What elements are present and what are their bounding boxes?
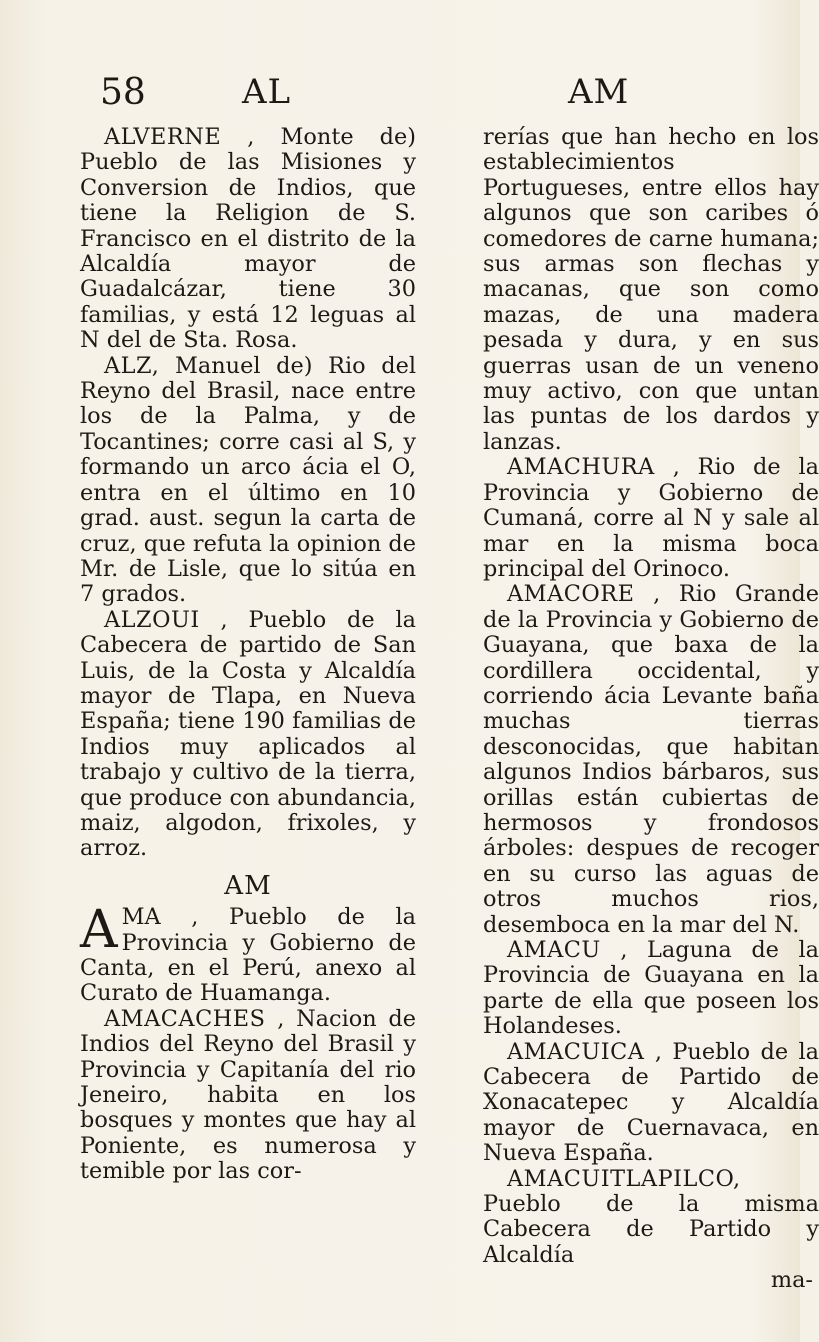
entry-amacu bbox=[483, 938, 819, 1040]
entry-headword: ALVERNE bbox=[104, 124, 222, 150]
entry-text: , Laguna de la Provincia de Guayana en la parte de ella que poseen los Holandeses. bbox=[483, 937, 819, 1040]
entry-ama bbox=[80, 900, 416, 1007]
entry-headword: AMACHURA bbox=[507, 454, 655, 481]
entry-text: rerías que han hecho en los establecimientos Portugueses, entre ellos hay algunos que son caribes ó comedores de carne humana; sus armas son flechas y macanas, que son como mazas, de una madera pesada y dura, y en sus guerras usan de un veneno muy activo, con que untan las puntas de los dardos y lanzas. bbox=[483, 124, 819, 455]
running-head-left: AL bbox=[242, 72, 292, 112]
entry-headword: ALZ, bbox=[104, 352, 160, 379]
page-number: 58 bbox=[100, 72, 146, 113]
entry-alzoui bbox=[80, 608, 416, 862]
entry-text: Pueblo de la misma Cabecera de Partido y Alcaldía bbox=[483, 1191, 819, 1268]
entry-text: , Nacion de Indios del Reyno del Brasil y Provincia y Capitanía del rio Jeneiro, habita en los bosques y montes que hay al Poniente, es numerosa y temible por las cor- bbox=[80, 1005, 416, 1185]
section-heading: AM bbox=[224, 870, 272, 901]
page-header bbox=[0, 72, 800, 120]
drop-cap: A bbox=[80, 900, 118, 961]
entry-amacuitlapilco bbox=[483, 1167, 819, 1269]
entry-amacaches bbox=[80, 1007, 416, 1185]
entry-alz bbox=[80, 354, 416, 608]
entry-amachura bbox=[483, 455, 819, 582]
entry-headword: AMACACHES bbox=[104, 1005, 266, 1032]
entry-text: , Monte de) Pueblo de las Misiones y Conversion de Indios, que tiene la Religion de S. Francisco en el distrito de la Alcaldía mayor de Guadalcázar, tiene 30 familias, y está 12 leguas al N del de Sta. Rosa. bbox=[80, 124, 416, 354]
entry-text: Manuel de) Rio del Reyno del Brasil, nace entre los de la Palma, y de Tocantines; corre casi al S, y formando un arco ácia el O, entra en el último en 10 grad. aust. segun la carta de cruz, que refuta la opinion de Mr. de Lisle, que lo sitúa en 7 grados. bbox=[80, 352, 416, 608]
entry-headword: AMACUICA bbox=[507, 1038, 645, 1065]
entry-alverne bbox=[80, 125, 416, 354]
catchword: ma- bbox=[770, 1267, 813, 1294]
entry-amacuica bbox=[483, 1040, 819, 1167]
entry-headword: AMACUITLAPILCO, bbox=[507, 1165, 741, 1192]
left-column bbox=[80, 125, 416, 1185]
entry-text: , Pueblo de la Provincia y Gobierno de Canta, en el Perú, anexo al Curato de Huamanga. bbox=[80, 904, 416, 1007]
right-column bbox=[483, 125, 819, 1294]
entry-text: , Rio Grande de la Provincia y Gobierno de Guayana, que baxa de la cordillera occidental, y corriendo ácia Levante baña muchas tierras desconocidas, que habitan algunos Indios bárbaros, sus orillas están cubiertas de hermosos y frondosos árboles: despues de recoger en su curso las aguas de otros muchos rios, desemboca en la mar del N. bbox=[483, 581, 819, 938]
running-head-right: AM bbox=[568, 72, 630, 112]
entry-text: , Pueblo de la Cabecera de Partido de Xonacatepec y Alcaldía mayor de Cuernavaca, en Nueva España. bbox=[483, 1038, 819, 1167]
entry-headword: AMACORE bbox=[507, 581, 635, 608]
entry-text: , Rio de la Provincia y Gobierno de Cumaná, corre al N y sale al mar en la misma boca principal del Orinoco. bbox=[483, 454, 819, 582]
entry-headword: AMACU bbox=[507, 937, 601, 963]
entry-headword: ALZOUI bbox=[104, 606, 200, 633]
entry-text: , Pueblo de la Cabecera de partido de San Luis, de la Costa y Alcaldía mayor de Tlapa, en Nueva España; tiene 190 familias de Indios muy aplicados al trabajo y cultivo de la tierra, que produce con abundancia, maiz, algodon, frixoles, y arroz. bbox=[80, 606, 416, 862]
entry-amacore bbox=[483, 582, 819, 938]
entry-headword: MA bbox=[121, 904, 161, 931]
entry-continuation bbox=[483, 125, 819, 455]
